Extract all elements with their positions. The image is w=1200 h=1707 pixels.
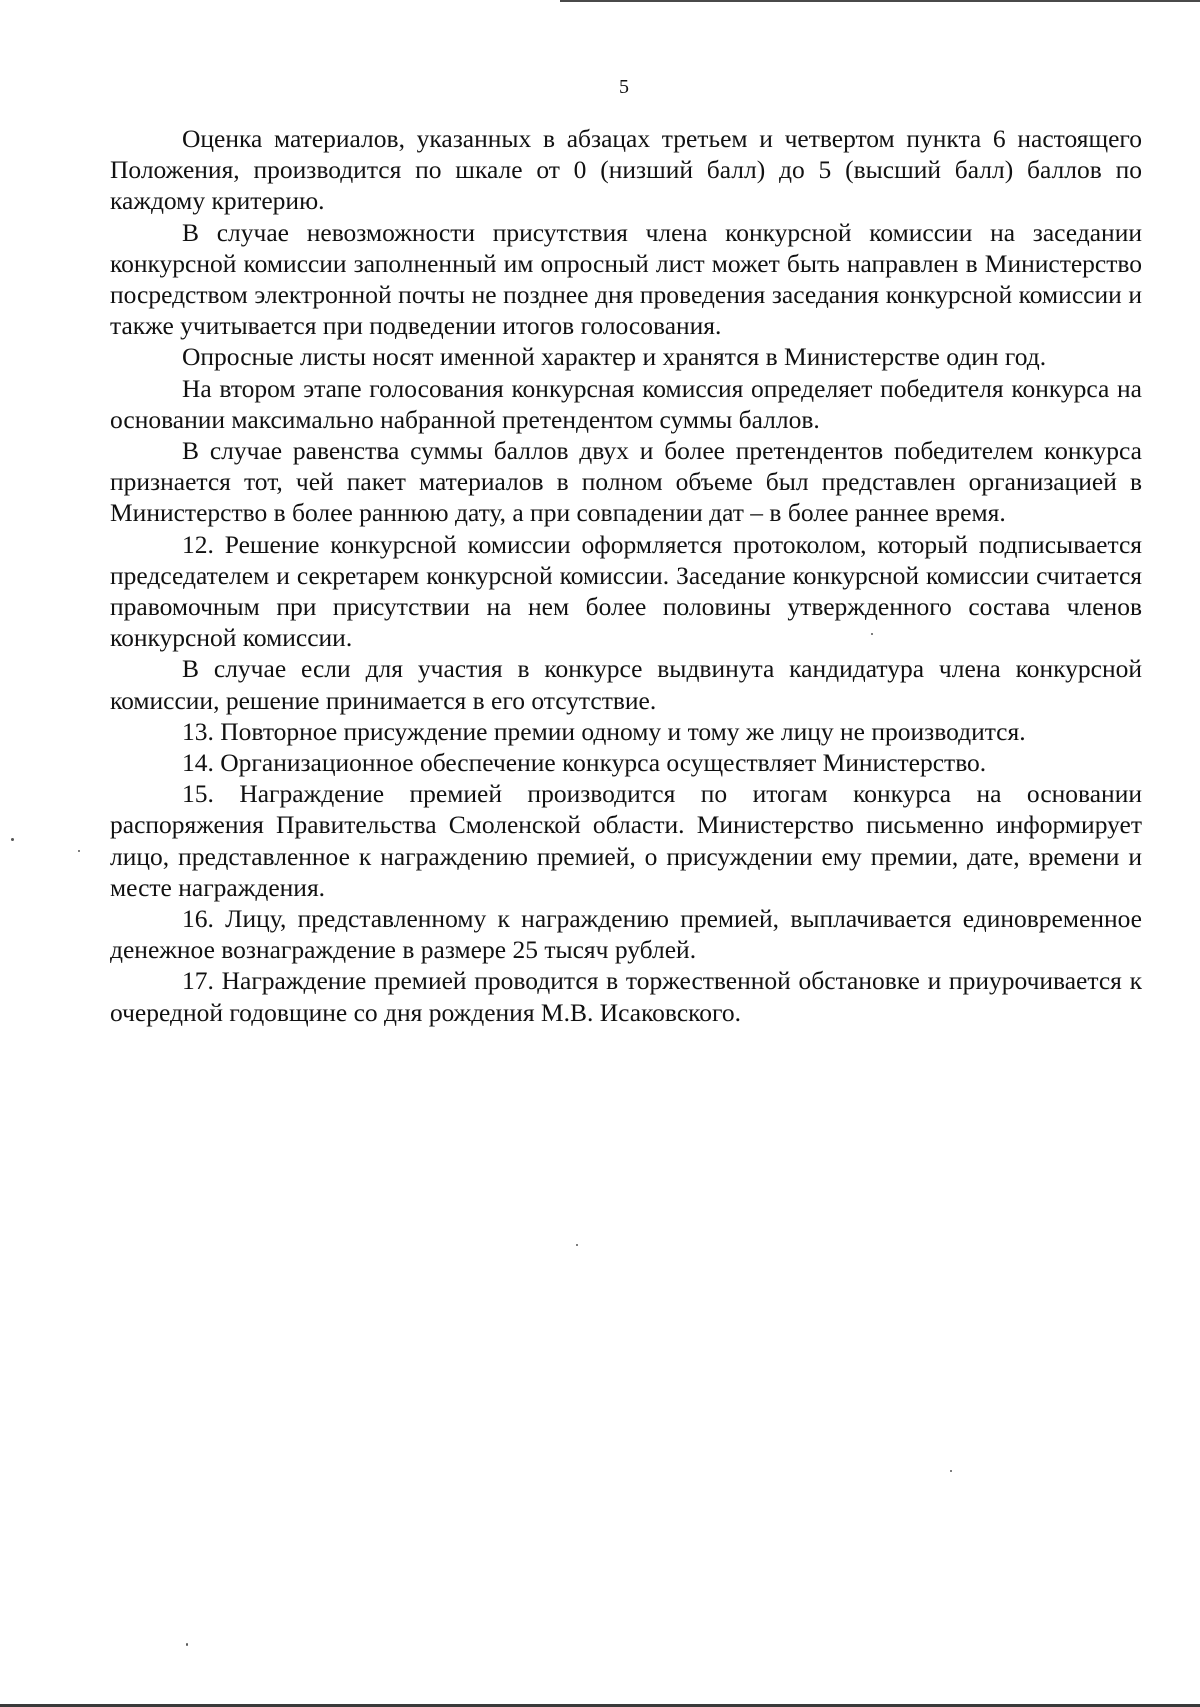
scan-speck [576,1244,578,1246]
paragraph-item-12: 12. Решение конкурсной комиссии оформляется протоколом, который подписывается председателем и секретарем конкурсной комиссии. Заседание конкурсной комиссии считается правомочным при присутствии на нем более половины утвержденного состава членов конкурсной комиссии. [110,529,1142,653]
paragraph-item-13: 13. Повторное присуждение премии одному и тому же лицу не производится. [182,716,1026,746]
paragraph-item-17: 17. Награждение премией проводится в торжественной обстановке и приурочивается к очередной годовщине со дня рождения М.В. Исаковского. [110,966,1142,1027]
scan-speck [11,838,14,841]
paragraph: В случае равенства суммы баллов двух и более претендентов победителем конкурса признается тот, чей пакет материалов в полном объеме был представлен организацией в Министерство в более раннюю дату, а при совпадении дат – в более раннее время. [110,436,1142,528]
paragraph: На втором этапе голосования конкурсная комиссия определяет победителя конкурса на основании максимально набранной претендентом суммы баллов. [110,373,1142,434]
paragraph: В случае невозможности присутствия члена конкурсной комиссии на заседании конкурсной комиссии заполненный им опросный лист может быть направлен в Министерство посредством электронной почты не позднее дня проведения заседания конкурсной комиссии и также учитывается при подведении итогов голосования. [110,217,1142,341]
scan-speck [78,850,80,852]
paragraph-item-15: 15. Награждение премией производится по итогам конкурса на основании распоряжения Правительства Смоленской области. Министерство письменно информирует лицо, представленное к награждению премией, о присуждении ему премии, дате, времени и месте награждения. [110,779,1142,902]
document-body [110,123,1142,1028]
scan-edge-top [560,0,1200,2]
scan-speck [871,633,873,635]
scan-speck [186,1643,188,1646]
page-number: 5 [619,76,629,98]
scan-speck [950,1470,952,1472]
paragraph: Опросные листы носят именной характер и хранятся в Министерстве один год. [182,342,1047,372]
paragraph-item-14: 14. Организационное обеспечение конкурса осуществляет Министерство. [182,748,987,778]
paragraph: Оценка материалов, указанных в абзацах третьем и четвертом пункта 6 настоящего Положения, производится по шкале от 0 (низший балл) до 5 (высший балл) баллов по каждому критерию. [110,124,1142,216]
paragraph: В случае если для участия в конкурсе выдвинута кандидатура члена конкурсной комиссии, решение принимается в его отсутствие. [110,654,1142,715]
paragraph-item-16: 16. Лицу, представленному к награждению премией, выплачивается единовременное денежное вознаграждение в размере 25 тысяч рублей. [110,904,1142,965]
